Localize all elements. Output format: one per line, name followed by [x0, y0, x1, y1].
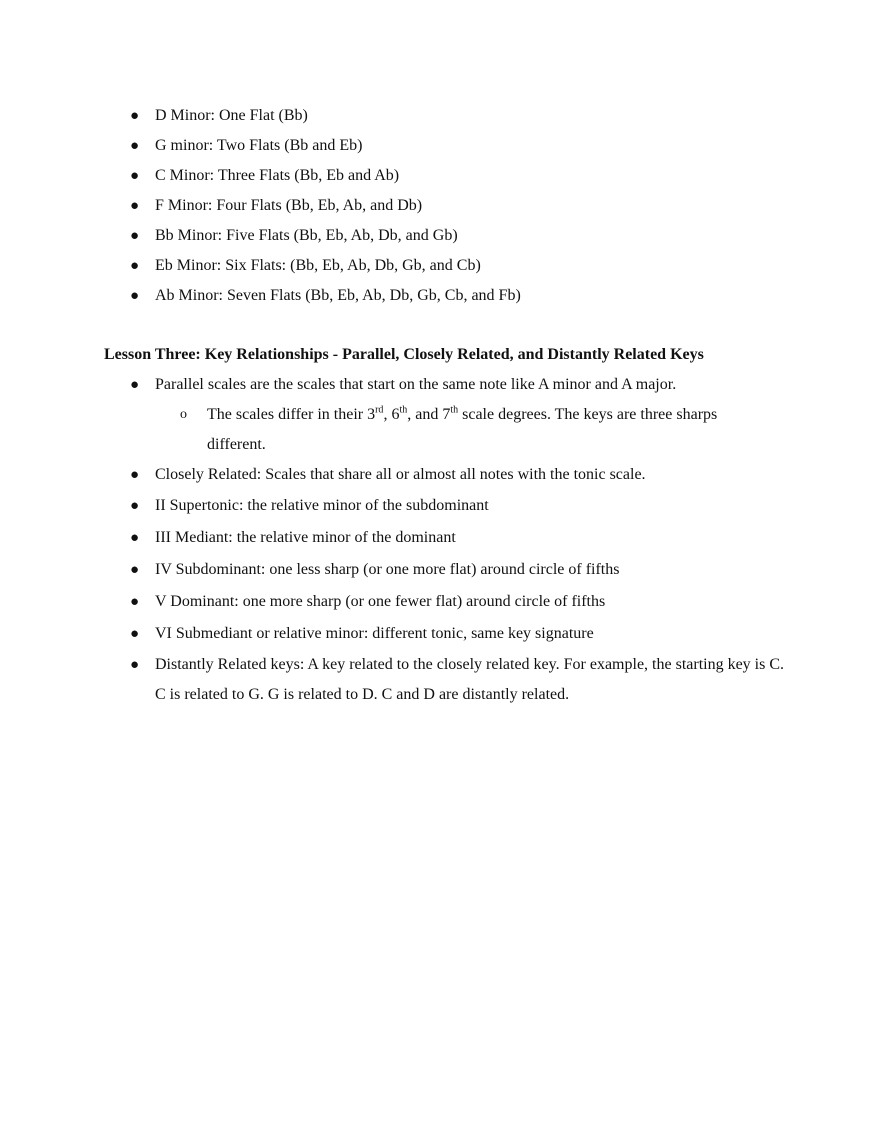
bullet-icon: ●	[130, 138, 140, 154]
list-item-text: Ab Minor: Seven Flats (Bb, Eb, Ab, Db, Gb, Cb, and Fb)	[155, 287, 521, 304]
lesson-heading: Lesson Three: Key Relationships - Parallel, Closely Related, and Distantly Related Keys	[104, 346, 704, 363]
list-item	[130, 131, 830, 161]
list-item-text: D Minor: One Flat (Bb)	[155, 107, 308, 124]
list-item-text: Eb Minor: Six Flats: (Bb, Eb, Ab, Db, Gb, and Cb)	[155, 257, 481, 274]
lesson-list	[130, 370, 790, 710]
bullet-icon: ●	[130, 657, 140, 673]
list-item-text: F Minor: Four Flats (Bb, Eb, Ab, and Db)	[155, 197, 423, 214]
list-item	[130, 251, 830, 281]
list-item-text: III Mediant: the relative minor of the dominant	[155, 529, 456, 546]
list-item	[130, 221, 830, 251]
bullet-icon: ●	[130, 562, 140, 578]
list-item-text: VI Submediant or relative minor: different tonic, same key signature	[155, 625, 594, 642]
superscript-th-1: th	[399, 404, 408, 416]
bullet-icon: ●	[130, 626, 140, 642]
list-item-text: C Minor: Three Flats (Bb, Eb and Ab)	[155, 167, 400, 184]
list-item	[130, 101, 830, 131]
list-item-text: Bb Minor: Five Flats (Bb, Eb, Ab, Db, and Gb)	[155, 227, 458, 244]
bullet-icon: ●	[130, 108, 140, 124]
bullet-icon: ●	[130, 228, 140, 244]
list-item-text: G minor: Two Flats (Bb and Eb)	[155, 137, 363, 154]
list-item	[130, 281, 830, 311]
list-item	[130, 191, 830, 221]
bullet-icon: ●	[130, 530, 140, 546]
list-item-text: IV Subdominant: one less sharp (or one more flat) around circle of fifths	[155, 561, 620, 578]
parallel-sub-list	[155, 400, 790, 460]
bullet-icon: ●	[130, 258, 140, 274]
sub-list-item	[180, 400, 767, 460]
bullet-icon: ●	[130, 377, 140, 393]
list-item-text: Distantly Related keys: A key related to the closely related key. For example, the starting key is C. C is related to G. G is related to D. C and D are distantly related.	[155, 656, 785, 703]
bullet-icon: ●	[130, 594, 140, 610]
list-item-text: Closely Related: Scales that share all or almost all notes with the tonic scale.	[155, 466, 646, 483]
sub-text-suffix: scale degrees. The keys are three sharps different.	[207, 406, 718, 453]
sub-text-mid1: , 6	[383, 406, 400, 423]
superscript-th-2: th	[450, 404, 459, 416]
sub-bullet-icon: o	[180, 407, 187, 422]
bullet-icon: ●	[130, 467, 140, 483]
list-item-supertonic	[130, 490, 790, 522]
list-item-distantly-related	[130, 650, 790, 710]
list-item-closely-related	[130, 460, 790, 490]
list-item-text: II Supertonic: the relative minor of the subdominant	[155, 497, 489, 514]
bullet-icon: ●	[130, 168, 140, 184]
list-item-parallel	[130, 370, 790, 460]
list-item	[130, 161, 830, 191]
bullet-icon: ●	[130, 288, 140, 304]
list-item-submediant	[130, 618, 790, 650]
list-item-subdominant	[130, 554, 790, 586]
list-item-dominant	[130, 586, 790, 618]
list-item-text: V Dominant: one more sharp (or one fewer flat) around circle of fifths	[155, 593, 606, 610]
superscript-rd: rd	[375, 404, 384, 416]
bullet-icon: ●	[130, 498, 140, 514]
sub-text-mid2: , and 7	[407, 406, 451, 423]
list-item-mediant	[130, 522, 790, 554]
flat-keys-list	[130, 101, 830, 311]
list-item-text: Parallel scales are the scales that start on the same note like A minor and A major.	[155, 376, 677, 393]
bullet-icon: ●	[130, 198, 140, 214]
sub-text-prefix: The scales differ in their 3	[207, 406, 376, 423]
